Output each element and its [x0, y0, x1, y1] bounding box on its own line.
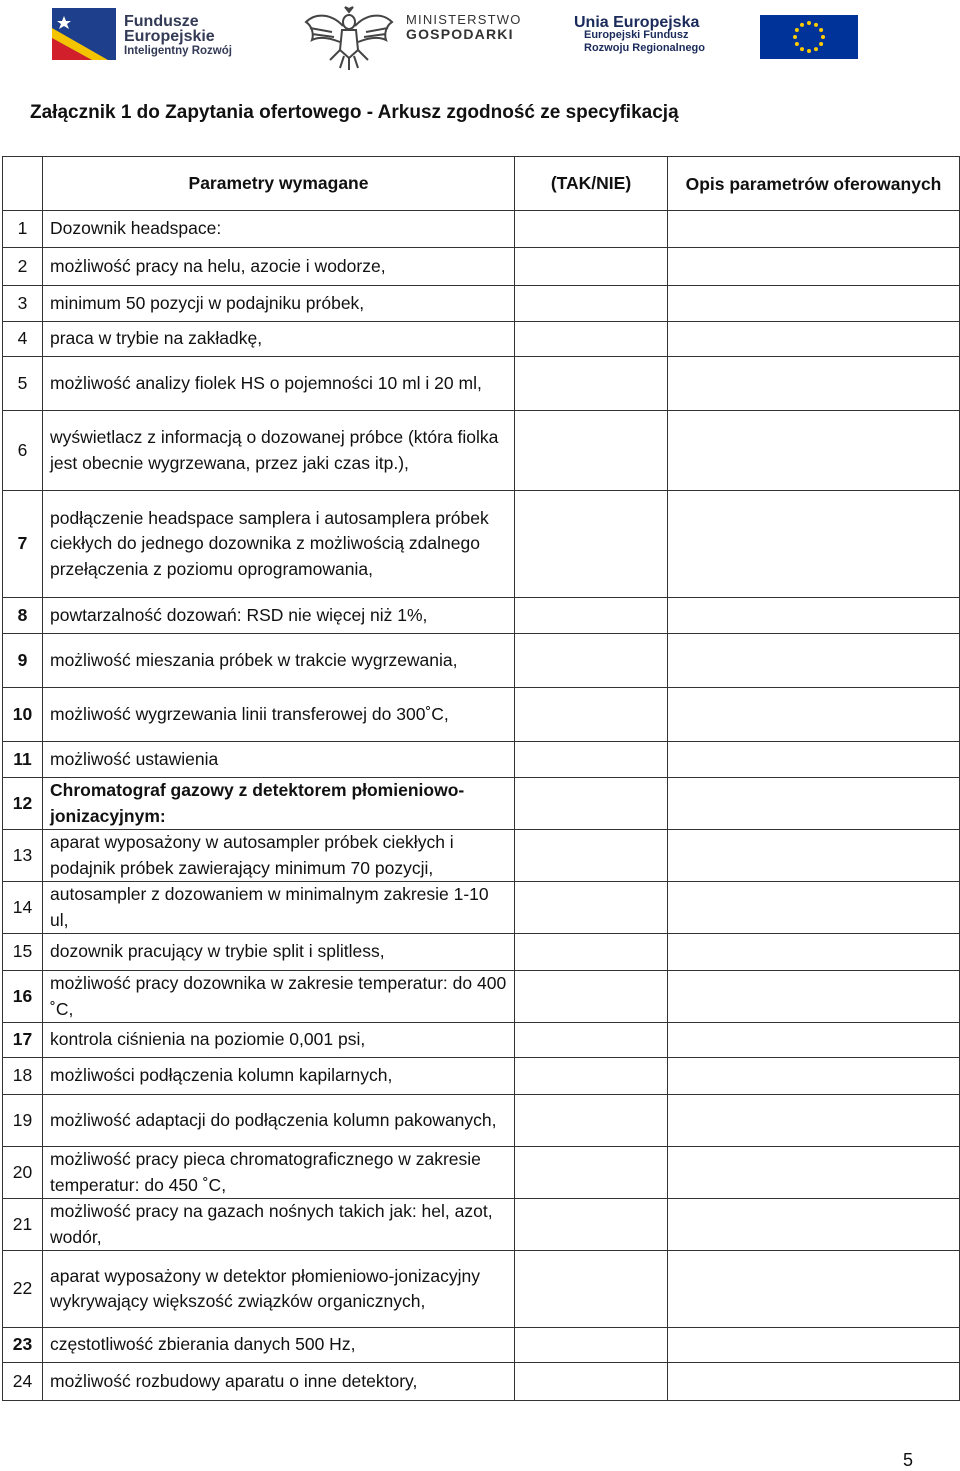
table-row: [3, 248, 960, 286]
required-parameter: możliwość pracy na helu, azocie i wodorze,: [43, 248, 515, 286]
required-parameter: minimum 50 pozycji w podajniku próbek,: [43, 286, 515, 322]
row-number: 11: [3, 742, 43, 778]
offered-parameter-cell[interactable]: [668, 971, 960, 1023]
row-number: 16: [3, 971, 43, 1023]
yesno-cell[interactable]: [515, 598, 668, 634]
yesno-cell[interactable]: [515, 322, 668, 357]
offered-parameter-cell[interactable]: [668, 357, 960, 411]
row-number: 5: [3, 357, 43, 411]
ue-line3: Rozwoju Regionalnego: [584, 42, 705, 54]
offered-parameter-cell[interactable]: [668, 1023, 960, 1058]
required-parameter: aparat wyposażony w detektor płomieniowo-jonizacyjny wykrywający większość związków organicznych,: [43, 1251, 515, 1328]
offered-parameter-cell[interactable]: [668, 688, 960, 742]
eu-star-icon: [800, 47, 804, 51]
row-number: 3: [3, 286, 43, 322]
yesno-column-header: (TAK/NIE): [515, 157, 668, 211]
fe-line3: Inteligentny Rozwój: [124, 45, 232, 57]
required-parameter: możliwość mieszania próbek w trakcie wygrzewania,: [43, 634, 515, 688]
table-row: [3, 1328, 960, 1363]
required-parameter: aparat wyposażony w autosampler próbek ciekłych i podajnik próbek zawierający minimum 70 pozycji,: [43, 830, 515, 882]
ministry-text: [406, 12, 522, 42]
yesno-cell[interactable]: [515, 1199, 668, 1251]
eu-star-icon: [793, 35, 797, 39]
offered-parameter-cell[interactable]: [668, 322, 960, 357]
required-parameter: kontrola ciśnienia na poziomie 0,001 psi,: [43, 1023, 515, 1058]
offered-parameter-cell[interactable]: [668, 634, 960, 688]
offered-parameter-cell[interactable]: [668, 882, 960, 934]
row-number: 17: [3, 1023, 43, 1058]
yesno-cell[interactable]: [515, 411, 668, 491]
row-number: 24: [3, 1363, 43, 1401]
offered-parameter-cell[interactable]: [668, 778, 960, 830]
yesno-cell[interactable]: [515, 971, 668, 1023]
yesno-cell[interactable]: [515, 882, 668, 934]
yesno-cell[interactable]: [515, 211, 668, 248]
eu-star-icon: [819, 28, 823, 32]
required-parameter: możliwość ustawienia: [43, 742, 515, 778]
required-parameter: wyświetlacz z informacją o dozowanej próbce (która fiolka jest obecnie wygrzewana, przez jaki czas itp.),: [43, 411, 515, 491]
eu-star-icon: [807, 21, 811, 25]
eu-star-icon: [795, 28, 799, 32]
specification-table-body: [3, 211, 960, 1401]
row-number: 20: [3, 1147, 43, 1199]
required-parameter: możliwość rozbudowy aparatu o inne detektory,: [43, 1363, 515, 1401]
yesno-cell[interactable]: [515, 357, 668, 411]
offered-parameter-cell[interactable]: [668, 1058, 960, 1095]
offered-parameter-cell[interactable]: [668, 934, 960, 971]
eu-star-icon: [814, 23, 818, 27]
table-row: [3, 830, 960, 882]
yesno-cell[interactable]: [515, 742, 668, 778]
offered-parameter-cell[interactable]: [668, 742, 960, 778]
eu-flag-icon: [760, 15, 858, 59]
row-number: 12: [3, 778, 43, 830]
page-number: 5: [903, 1450, 914, 1470]
required-parameter: możliwość analizy fiolek HS o pojemności 10 ml i 20 ml,: [43, 357, 515, 411]
table-header-row: [3, 157, 960, 211]
offered-parameter-cell[interactable]: [668, 1095, 960, 1147]
offered-parameter-cell[interactable]: [668, 1328, 960, 1363]
eu-star-icon: [814, 47, 818, 51]
offered-parameter-cell[interactable]: [668, 1199, 960, 1251]
yesno-cell[interactable]: [515, 830, 668, 882]
table-row: [3, 934, 960, 971]
yesno-cell[interactable]: [515, 1251, 668, 1328]
offered-parameter-cell[interactable]: [668, 1147, 960, 1199]
logo-header: [0, 0, 960, 76]
table-row: [3, 778, 960, 830]
row-number: 1: [3, 211, 43, 248]
required-parameter: możliwość wygrzewania linii transferowej do 300˚C,: [43, 688, 515, 742]
params-column-header: Parametry wymagane: [43, 157, 515, 211]
eu-star-icon: [800, 23, 804, 27]
row-number: 2: [3, 248, 43, 286]
yesno-cell[interactable]: [515, 634, 668, 688]
row-number: 4: [3, 322, 43, 357]
required-parameter: autosampler z dozowaniem w minimalnym zakresie 1-10 ul,: [43, 882, 515, 934]
eu-star-icon: [795, 42, 799, 46]
table-row: [3, 286, 960, 322]
fundusze-europejskie-text: [124, 14, 232, 59]
required-parameter: możliwość pracy pieca chromatograficznego w zakresie temperatur: do 450 ˚C,: [43, 1147, 515, 1199]
required-parameter: możliwość adaptacji do podłączenia kolumn pakowanych,: [43, 1095, 515, 1147]
required-parameter: praca w trybie na zakładkę,: [43, 322, 515, 357]
offered-parameter-cell[interactable]: [668, 1363, 960, 1401]
page-title: Załącznik 1 do Zapytania ofertowego - Arkusz zgodność ze specyfikacją: [30, 102, 679, 123]
fundusze-europejskie-logo-icon: [52, 8, 116, 60]
unia-europejska-text: [574, 16, 705, 55]
table-row: [3, 882, 960, 934]
row-number: 13: [3, 830, 43, 882]
eu-star-icon: [807, 49, 811, 53]
fe-line2: Europejskie: [124, 28, 215, 45]
table-row: [3, 1147, 960, 1199]
table-row: [3, 634, 960, 688]
yesno-cell[interactable]: [515, 1023, 668, 1058]
offered-parameter-cell[interactable]: [668, 286, 960, 322]
table-row: [3, 1023, 960, 1058]
yesno-cell[interactable]: [515, 688, 668, 742]
required-parameter: możliwość pracy dozownika w zakresie temperatur: do 400 ˚C,: [43, 971, 515, 1023]
table-row: [3, 1363, 960, 1401]
table-row: [3, 1095, 960, 1147]
required-parameter: Chromatograf gazowy z detektorem płomieniowo-jonizacyjnym:: [43, 778, 515, 830]
table-row: [3, 598, 960, 634]
row-number: 6: [3, 411, 43, 491]
required-parameter: możliwości podłączenia kolumn kapilarnych,: [43, 1058, 515, 1095]
yesno-cell[interactable]: [515, 1147, 668, 1199]
row-number: 15: [3, 934, 43, 971]
table-row: [3, 491, 960, 598]
polish-eagle-emblem-icon: [302, 4, 396, 72]
yesno-cell[interactable]: [515, 286, 668, 322]
offered-parameter-cell[interactable]: [668, 598, 960, 634]
offered-parameter-cell[interactable]: [668, 211, 960, 248]
row-number: 10: [3, 688, 43, 742]
required-parameter: dozownik pracujący w trybie split i splitless,: [43, 934, 515, 971]
ue-line1: Unia Europejska: [574, 14, 700, 31]
required-parameter: powtarzalność dozowań: RSD nie więcej niż 1%,: [43, 598, 515, 634]
row-number: 14: [3, 882, 43, 934]
yesno-cell[interactable]: [515, 1058, 668, 1095]
row-number: 21: [3, 1199, 43, 1251]
required-parameter: podłączenie headspace samplera i autosamplera próbek ciekłych do jednego dozownika z możliwością zdalnego przełączenia z poziomu oprogramowania,: [43, 491, 515, 598]
yesno-cell[interactable]: [515, 778, 668, 830]
required-parameter: możliwość pracy na gazach nośnych takich jak: hel, azot, wodór,: [43, 1199, 515, 1251]
yesno-cell[interactable]: [515, 248, 668, 286]
yesno-cell[interactable]: [515, 1328, 668, 1363]
table-row: [3, 411, 960, 491]
eu-star-icon: [821, 35, 825, 39]
yesno-cell[interactable]: [515, 1095, 668, 1147]
number-column-header: [3, 157, 43, 211]
table-row: [3, 742, 960, 778]
row-number: 22: [3, 1251, 43, 1328]
ministry-line1: MINISTERSTWO: [406, 12, 522, 27]
offered-column-header: Opis parametrów oferowanych: [668, 157, 960, 211]
ue-line2: Europejski Fundusz: [584, 29, 689, 41]
offered-parameter-cell[interactable]: [668, 411, 960, 491]
offered-parameter-cell[interactable]: [668, 1251, 960, 1328]
row-number: 19: [3, 1095, 43, 1147]
specification-table: [2, 156, 960, 1401]
required-parameter: Dozownik headspace:: [43, 211, 515, 248]
fe-line1: Fundusze: [124, 13, 199, 30]
eu-star-icon: [819, 42, 823, 46]
row-number: 8: [3, 598, 43, 634]
yesno-cell[interactable]: [515, 491, 668, 598]
table-row: [3, 1251, 960, 1328]
offered-parameter-cell[interactable]: [668, 830, 960, 882]
row-number: 7: [3, 491, 43, 598]
table-row: [3, 1199, 960, 1251]
row-number: 9: [3, 634, 43, 688]
table-row: [3, 322, 960, 357]
table-row: [3, 1058, 960, 1095]
row-number: 23: [3, 1328, 43, 1363]
yesno-cell[interactable]: [515, 934, 668, 971]
table-row: [3, 357, 960, 411]
offered-parameter-cell[interactable]: [668, 248, 960, 286]
yesno-cell[interactable]: [515, 1363, 668, 1401]
offered-parameter-cell[interactable]: [668, 491, 960, 598]
table-row: [3, 971, 960, 1023]
table-row: [3, 688, 960, 742]
ministry-line2: GOSPODARKI: [406, 26, 514, 42]
row-number: 18: [3, 1058, 43, 1095]
table-row: [3, 211, 960, 248]
required-parameter: częstotliwość zbierania danych 500 Hz,: [43, 1328, 515, 1363]
